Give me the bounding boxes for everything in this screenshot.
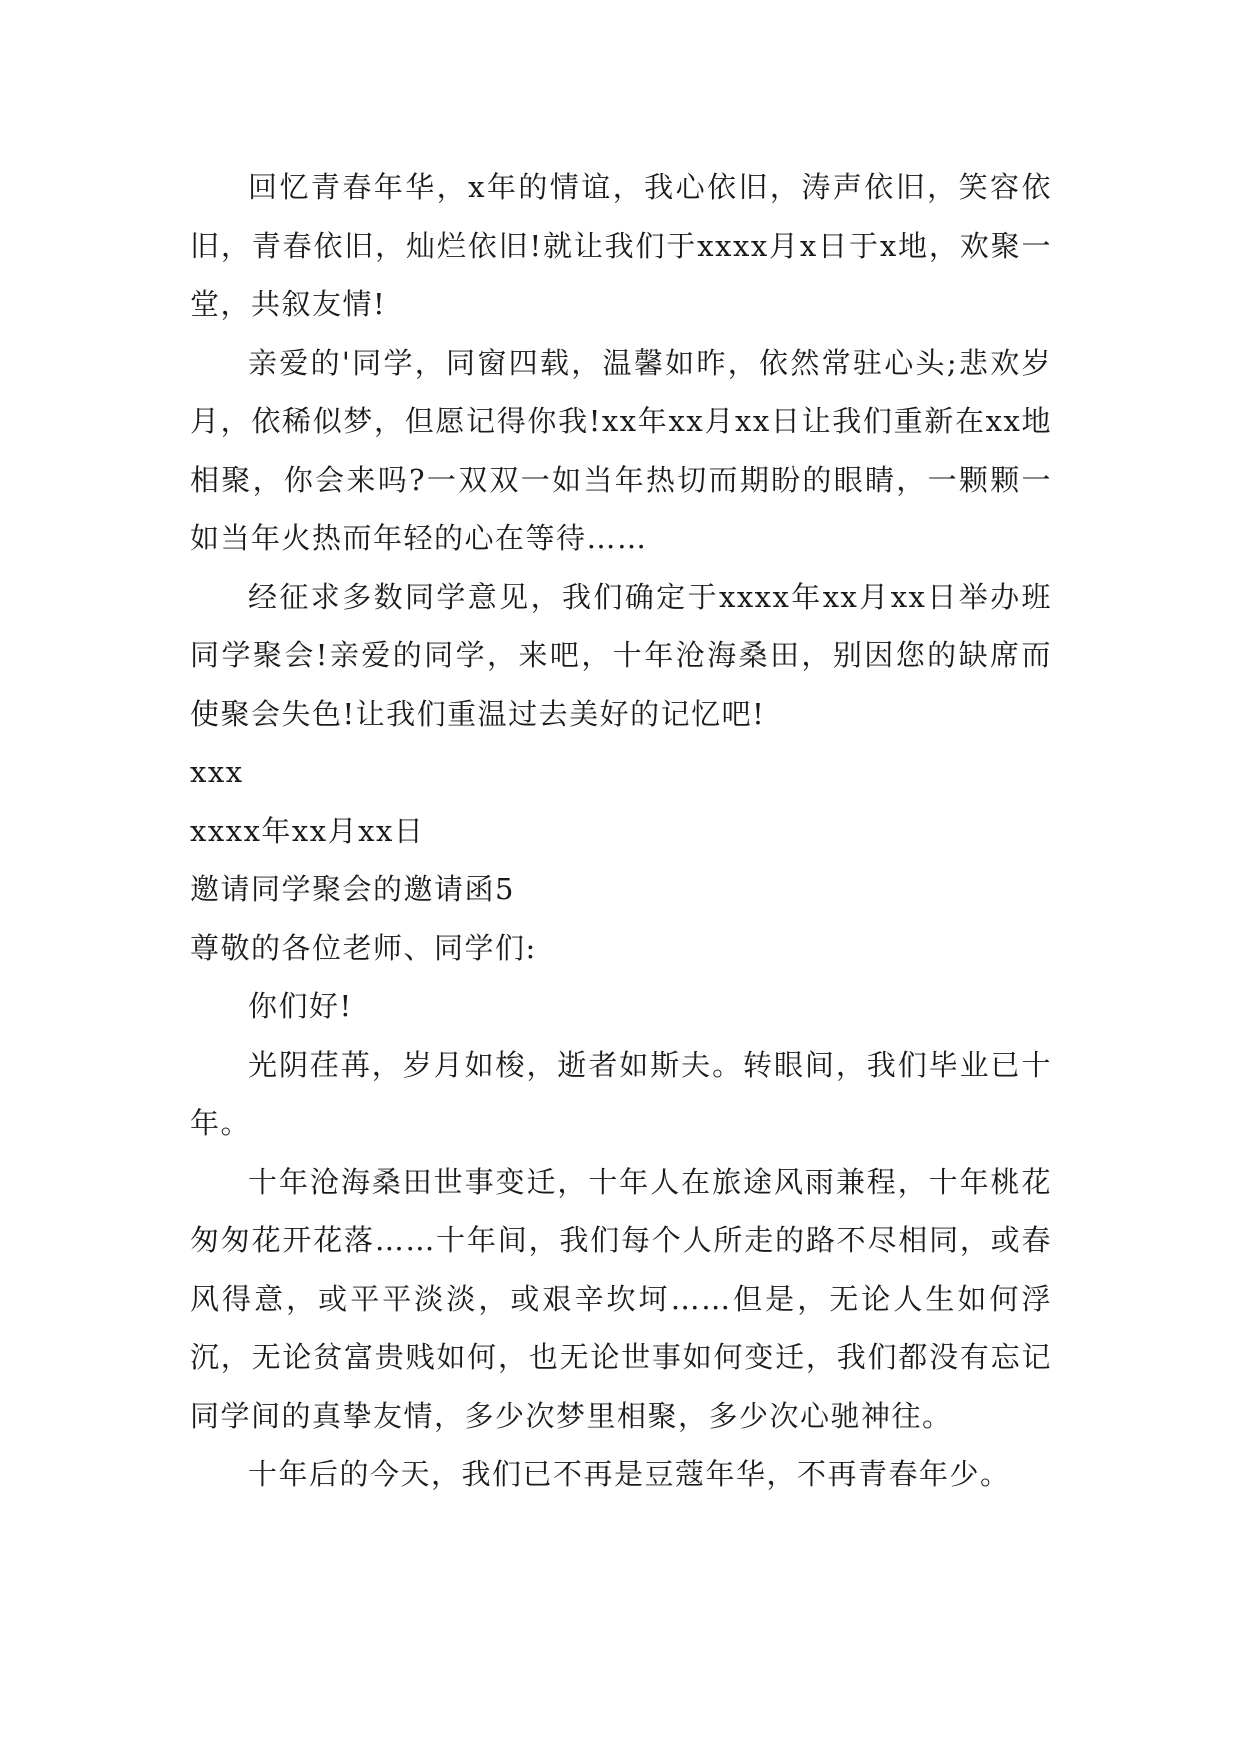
- paragraph-dear-classmates: 亲爱的'同学，同窗四载，温馨如昨，依然常驻心头;悲欢岁月，依稀似梦，但愿记得你我!xx年xx月xx日让我们重新在xx地相聚，你会来吗?一双双一如当年热切而期盼的眼睛，一颗颗一如当年火热而年轻的心在等待……: [190, 345, 1052, 555]
- paragraph-time-flies: 光阴荏苒，岁月如梭，逝者如斯夫。转眼间，我们毕业已十年。: [190, 1047, 1052, 1140]
- greeting: 你们好!: [248, 989, 353, 1023]
- paragraph-ten-years: 十年沧海桑田世事变迁，十年人在旅途风雨兼程，十年桃花匆匆花开花落……十年间，我们每个人所走的路不尽相同，或春风得意，或平平淡淡，或艰辛坎坷……但是，无论人生如何浮沉，无论贫富贵贱如何，也无论世事如何变迁，我们都没有忘记同学间的真挚友情，多少次梦里相聚，多少次心驰神往。: [190, 1164, 1052, 1433]
- paragraph-youth-memories: 回忆青春年华，x年的情谊，我心依旧，涛声依旧，笑容依旧，青春依旧，灿烂依旧!就让我们于xxxx月x日于x地，欢聚一堂，共叙友情!: [190, 170, 1052, 321]
- salutation: 尊敬的各位老师、同学们:: [190, 930, 537, 965]
- paragraph-today: 十年后的今天，我们已不再是豆蔻年华，不再青春年少。: [248, 1457, 1011, 1491]
- signature-date: xxxx年xx月xx日: [190, 813, 425, 848]
- signature-name: xxx: [190, 755, 244, 789]
- section-title: 邀请同学聚会的邀请函5: [190, 872, 515, 906]
- document-page: [190, 158, 1052, 1504]
- paragraph-reunion-decision: 经征求多数同学意见，我们确定于xxxx年xx月xx日举办班同学聚会!亲爱的同学，来吧，十年沧海桑田，别因您的缺席而使聚会失色!让我们重温过去美好的记忆吧!: [190, 579, 1052, 731]
